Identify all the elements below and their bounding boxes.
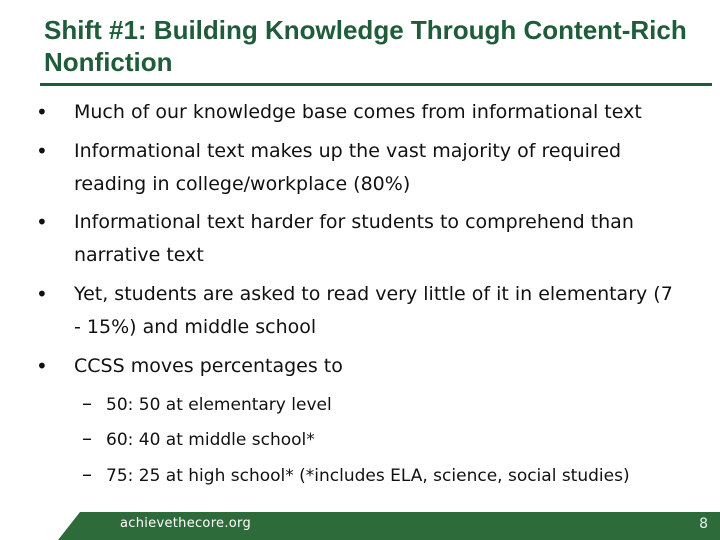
sub-bullet-marker: – [82,462,92,486]
bullet-text: CCSS moves percentages to [74,355,343,377]
footer-left-blank [0,512,58,540]
sub-bullet-marker: – [82,426,92,450]
footer-band [0,512,720,540]
slide-title: Shift #1: Building Knowledge Through Content-Rich Nonfiction [44,15,687,77]
bullet-text: Much of our knowledge base comes from informational text [74,101,642,123]
sub-bullet-marker: – [82,391,92,415]
footer-url: achievethecore.org [120,516,252,531]
page-number: 8 [699,516,708,532]
footer-notch [58,512,80,540]
bullet-marker: • [36,210,48,234]
bullet-marker: • [36,100,48,124]
bullet-marker: • [36,139,48,163]
bullet-marker: • [36,282,48,306]
sub-bullet-text: 60: 40 at middle school* [106,430,315,450]
title-divider [40,83,712,86]
bullet-marker: • [36,354,48,378]
bullet-text: Informational text makes up the vast majority of required reading in college/workplace (80%) [74,140,622,195]
bullet-text: Informational text harder for students to comprehend than narrative text [74,211,634,266]
bullet-text: Yet, students are asked to read very little of it in elementary (7 - 15%) and middle school [74,283,673,338]
sub-bullet-text: 75: 25 at high school* (*includes ELA, science, social studies) [106,466,630,486]
sub-bullet-text: 50: 50 at elementary level [106,395,332,415]
